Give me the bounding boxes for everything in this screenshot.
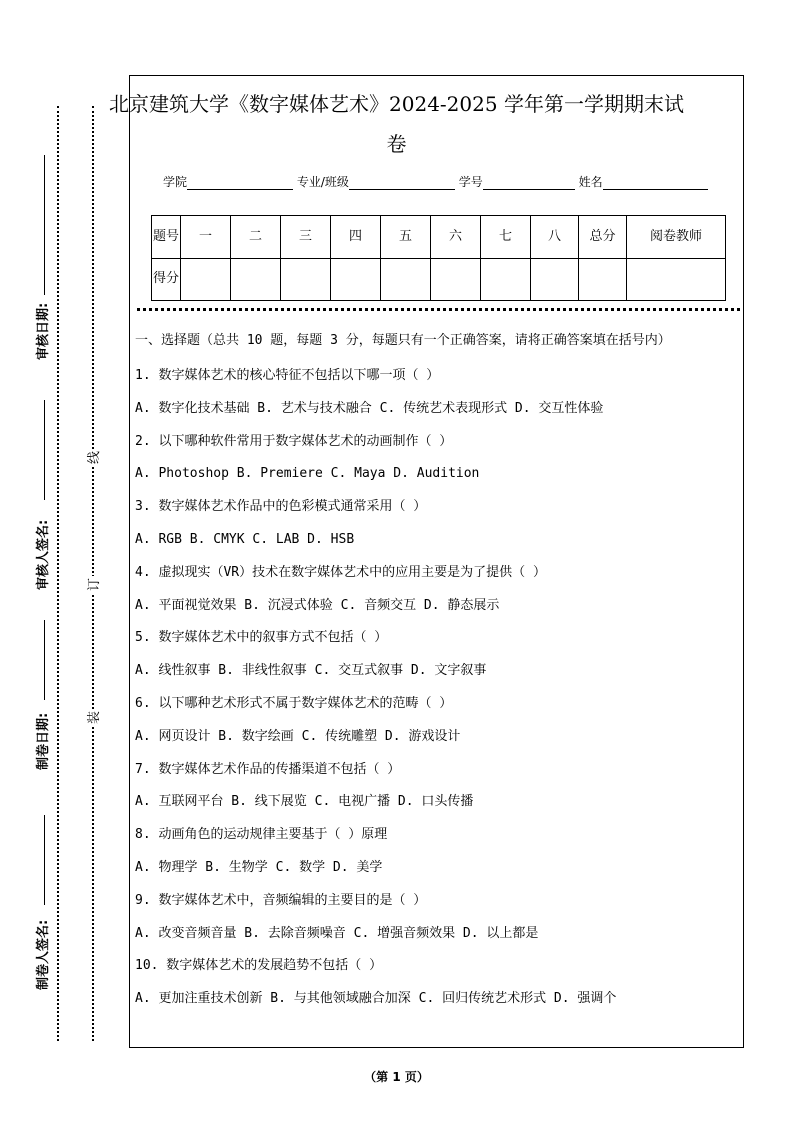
score-header-cell: 总分 — [579, 216, 627, 259]
score-row-label: 得分 — [152, 258, 181, 301]
score-cell[interactable] — [481, 258, 531, 301]
student-info-row — [163, 173, 708, 190]
section-divider — [137, 308, 740, 311]
question-options: A. 改变音频音量 B. 去除音频噪音 C. 增强音频效果 D. 以上都是 — [135, 925, 539, 941]
score-cell[interactable] — [579, 258, 627, 301]
maker-signature-label: 制卷人签名: — [36, 919, 51, 990]
question-options: A. 互联网平台 B. 线下展览 C. 电视广播 D. 口头传播 — [135, 794, 474, 810]
maker-date-label: 制卷日期: — [36, 712, 51, 770]
question-text: 5. 数字媒体艺术中的叙事方式不包括（ ） — [135, 630, 388, 646]
binding-mark-bind: 装 — [83, 709, 102, 726]
student-id-label: 学号 — [458, 175, 483, 189]
question-text: 8. 动画角色的运动规律主要基于（ ）原理 — [135, 827, 388, 843]
score-table — [151, 215, 726, 301]
binding-dotted-line-left — [57, 106, 59, 1041]
question-options: A. 更加注重技术创新 B. 与其他领域融合加深 C. 回归传统艺术形式 D. 强调个 — [135, 991, 617, 1007]
question-options: A. 物理学 B. 生物学 C. 数学 D. 美学 — [135, 859, 383, 875]
score-cell[interactable] — [431, 258, 481, 301]
major-field[interactable] — [349, 175, 455, 190]
reviewer-signature-line — [44, 400, 45, 500]
score-cell[interactable] — [531, 258, 579, 301]
score-header-cell: 五 — [381, 216, 431, 259]
score-table-header-row — [152, 216, 726, 259]
score-cell[interactable] — [181, 258, 231, 301]
score-header-cell: 题号 — [152, 216, 181, 259]
question-options: A. 平面视觉效果 B. 沉浸式体验 C. 音频交互 D. 静态展示 — [135, 597, 500, 613]
score-cell[interactable] — [231, 258, 281, 301]
score-header-cell: 六 — [431, 216, 481, 259]
binding-mark-staple: 订 — [83, 576, 102, 593]
question-text: 9. 数字媒体艺术中，音频编辑的主要目的是（ ） — [135, 892, 427, 908]
question-text: 1. 数字媒体艺术的核心特征不包括以下哪一项（ ） — [135, 368, 440, 383]
question-text: 10. 数字媒体艺术的发展趋势不包括（ ） — [135, 958, 383, 974]
score-table-score-row — [152, 258, 726, 301]
question-text: 2. 以下哪种软件常用于数字媒体艺术的动画制作（ ） — [135, 433, 453, 449]
page-number: （第 1 页） — [364, 1070, 429, 1084]
college-label: 学院 — [163, 175, 188, 189]
reviewer-signature-label: 审核人签名: — [36, 519, 51, 590]
score-header-cell: 阅卷教师 — [627, 216, 726, 259]
reviewer-date-label: 审核日期: — [36, 302, 51, 360]
name-label: 姓名 — [578, 175, 603, 189]
question-options: A. RGB B. CMYK C. LAB D. HSB — [135, 531, 355, 547]
question-options: A. 线性叙事 B. 非线性叙事 C. 交互式叙事 D. 文字叙事 — [135, 663, 487, 679]
score-header-cell: 八 — [531, 216, 579, 259]
section-choice-questions — [135, 330, 740, 1016]
score-cell[interactable] — [331, 258, 381, 301]
question-options: A. 数字化技术基础 B. 艺术与技术融合 C. 传统艺术表现形式 D. 交互性体验 — [135, 400, 604, 416]
college-field[interactable] — [187, 175, 293, 190]
score-cell[interactable] — [381, 258, 431, 301]
binding-dotted-line-right — [92, 106, 94, 1041]
score-header-cell: 一 — [181, 216, 231, 259]
section-intro: 一、选择题（总共 10 题，每题 3 分，每题只有一个正确答案，请将正确答案填在括号内） — [135, 333, 671, 348]
exam-title — [0, 84, 793, 164]
name-field[interactable] — [603, 175, 708, 190]
score-header-cell: 七 — [481, 216, 531, 259]
exam-title-line1: 北京建筑大学《数字媒体艺术》2024-2025 学年第一学期期末试 — [109, 92, 684, 116]
maker-date-line — [44, 620, 45, 700]
score-cell[interactable] — [627, 258, 726, 301]
score-header-cell: 四 — [331, 216, 381, 259]
question-text: 6. 以下哪种艺术形式不属于数字媒体艺术的范畴（ ） — [135, 695, 453, 711]
major-label: 专业/班级 — [296, 175, 349, 189]
question-options: A. Photoshop B. Premiere C. Maya D. Audition — [135, 466, 480, 482]
binding-mark-line: 线 — [83, 449, 102, 466]
question-text: 3. 数字媒体艺术作品中的色彩模式通常采用（ ） — [135, 499, 427, 515]
score-header-cell: 三 — [281, 216, 331, 259]
score-cell[interactable] — [281, 258, 331, 301]
question-options: A. 网页设计 B. 数字绘画 C. 传统雕塑 D. 游戏设计 — [135, 728, 461, 744]
exam-title-line2: 卷 — [386, 132, 407, 156]
maker-signature-line — [44, 815, 45, 905]
student-id-field[interactable] — [483, 175, 575, 190]
score-header-cell: 二 — [231, 216, 281, 259]
reviewer-date-line — [44, 155, 45, 295]
question-text: 4. 虚拟现实（VR）技术在数字媒体艺术中的应用主要是为了提供（ ） — [135, 564, 546, 580]
question-text: 7. 数字媒体艺术作品的传播渠道不包括（ ） — [135, 761, 401, 777]
